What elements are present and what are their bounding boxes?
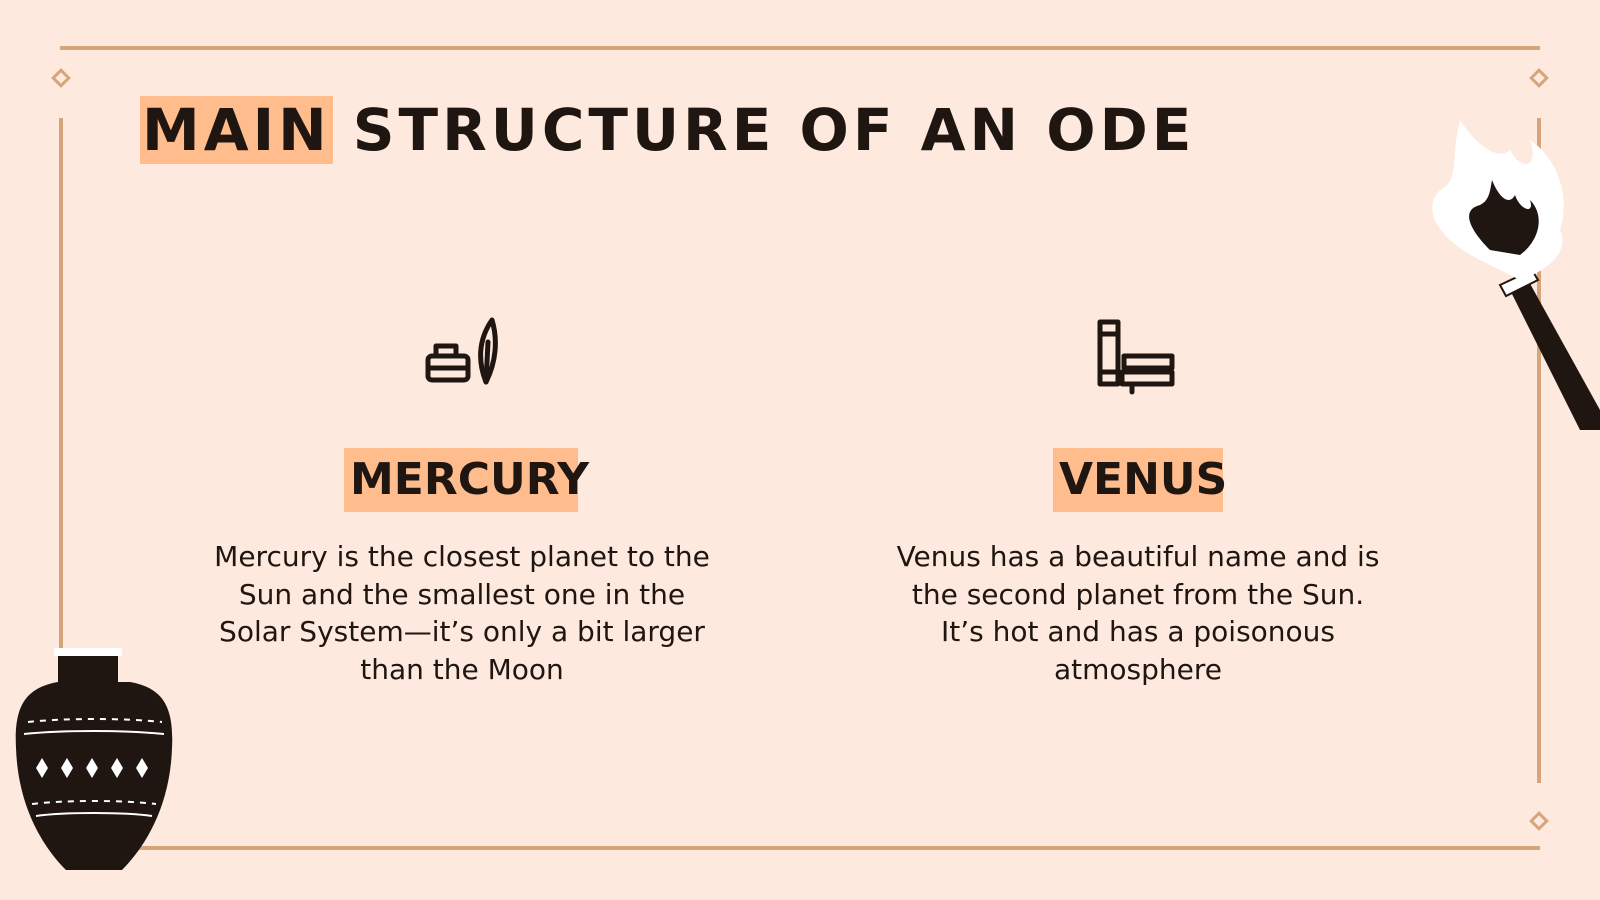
description-mercury: Mercury is the closest planet to the Sun and the smallest one in the Solar System—it’s only a bit larger than the Moon [214, 540, 710, 686]
heading-venus: VENUS [1053, 448, 1223, 512]
description-venus: Venus has a beautiful name and is the second planet from the Sun. It’s hot and has a poisonous atmosphere [896, 540, 1380, 686]
title-rest: STRUCTURE OF AN ODE [352, 96, 1196, 164]
title-highlight: MAIN [142, 96, 331, 164]
page-title [140, 90, 1195, 170]
frame-diamond-top-right [1529, 68, 1549, 88]
frame-diamond-bottom-right [1529, 811, 1549, 831]
inkwell-quill-icon [418, 312, 508, 402]
amphora-vase-icon [14, 648, 174, 883]
torch-icon [1420, 110, 1600, 430]
frame-top-line [60, 46, 1540, 50]
frame-bottom-line [60, 846, 1540, 850]
frame-diamond-top-left [51, 68, 71, 88]
heading-mercury: MERCURY [344, 448, 578, 512]
books-icon [1092, 316, 1182, 406]
